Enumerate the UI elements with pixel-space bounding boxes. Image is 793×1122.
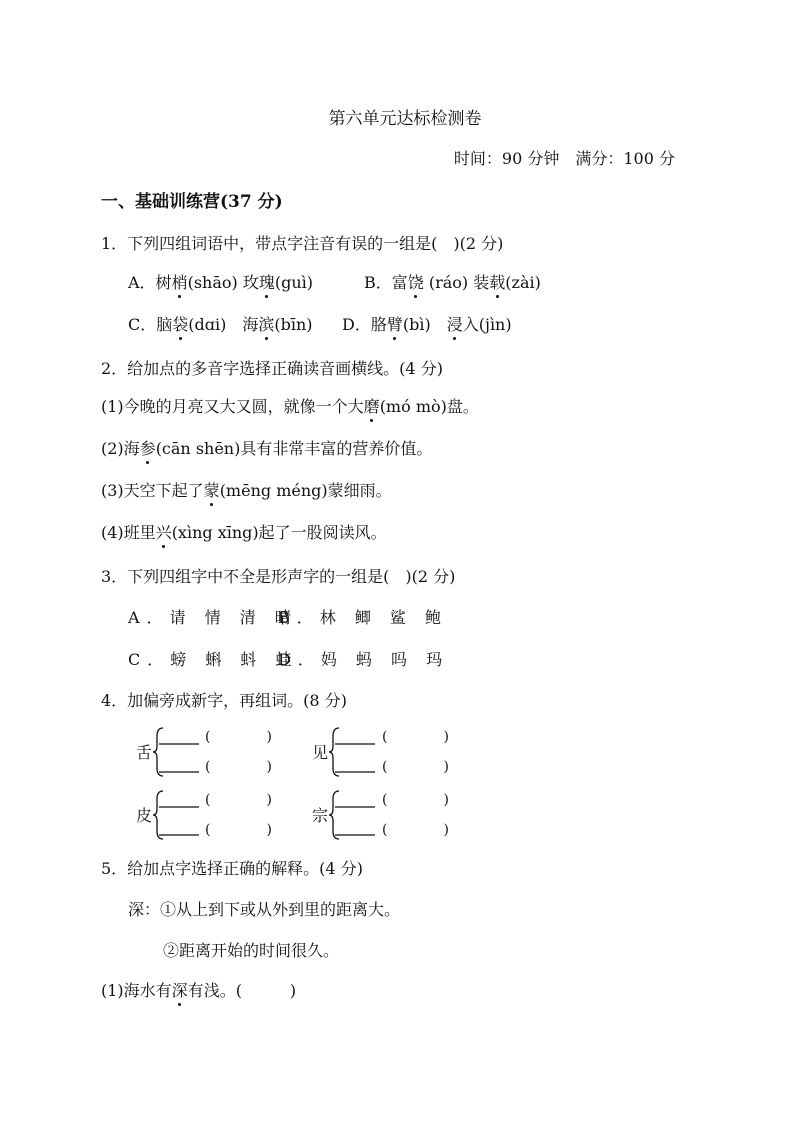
q3-option-d: D．妈 蚂 吗 玛	[278, 650, 450, 669]
q4-char-zong: 宗	[312, 806, 329, 825]
q1-option-c: C．脑袋(dɑi) 海滨(bīn)	[128, 312, 313, 335]
q5-definition-2: ②距离开始的时间很久。	[163, 941, 340, 960]
q1-option-a: A．树梢(shāo) 玫瑰(guì)	[128, 270, 313, 293]
q3-option-c: C．螃 蝌 蚪 蛙	[128, 650, 299, 669]
q2-item-4: (4)班里兴(xìng xīng)起了一股阅读风。	[101, 520, 387, 543]
q4-answer-she-1[interactable]: ( )	[205, 729, 272, 745]
page-title: 第六单元达标检测卷	[328, 109, 482, 129]
q2-stem: 2．给加点的多音字选择正确读音画横线。(4 分)	[101, 359, 443, 378]
q4-answer-jian-2[interactable]: ( )	[382, 759, 449, 775]
q4-char-she: 舌	[136, 743, 153, 762]
q3-option-b: B．林 鲫 鲨 鲍	[278, 608, 449, 627]
q1-stem: 1．下列四组词语中，带点字注音有误的一组是( )(2 分)	[101, 234, 504, 253]
q4-char-pi: 皮	[136, 806, 153, 825]
q5-item-1: (1)海水有深有浅。( )	[101, 978, 296, 1001]
q2-item-2: (2)海参(cān shēn)具有非常丰富的营养价值。	[101, 436, 432, 459]
q5-stem: 5．给加点字选择正确的解释。(4 分)	[101, 859, 363, 878]
q4-brace-zong	[329, 789, 379, 841]
q2-item-3: (3)天空下起了蒙(mēng méng)蒙细雨。	[101, 478, 392, 501]
exam-meta: 时间：90 分钟 满分：100 分	[453, 149, 675, 168]
q4-answer-zong-1[interactable]: ( )	[382, 792, 449, 808]
q1-option-d: D．胳臂(bì) 浸入(jìn)	[342, 312, 512, 335]
q4-answer-she-2[interactable]: ( )	[205, 759, 272, 775]
q4-answer-zong-2[interactable]: ( )	[382, 822, 449, 838]
q5-definition-1: 深：①从上到下或从外到里的距离大。	[128, 900, 401, 919]
q2-item-1: (1)今晚的月亮又大又圆，就像一个大磨(mó mò)盘。	[101, 394, 479, 417]
q4-char-jian: 见	[312, 743, 329, 762]
q4-stem: 4．加偏旁成新字，再组词。(8 分)	[101, 691, 347, 710]
q1-option-b: B．富饶 (ráo) 装载(zài)	[364, 270, 541, 293]
q4-brace-she	[153, 726, 203, 778]
q3-option-a: A．请 情 清 晴	[128, 608, 298, 627]
q4-answer-jian-1[interactable]: ( )	[382, 729, 449, 745]
section-heading: 一、基础训练营(37 分)	[101, 192, 283, 212]
q4-answer-pi-2[interactable]: ( )	[205, 822, 272, 838]
q3-stem: 3．下列四组字中不全是形声字的一组是( )(2 分)	[101, 567, 456, 586]
q4-brace-pi	[153, 789, 203, 841]
q4-answer-pi-1[interactable]: ( )	[205, 792, 272, 808]
q4-brace-jian	[329, 726, 379, 778]
